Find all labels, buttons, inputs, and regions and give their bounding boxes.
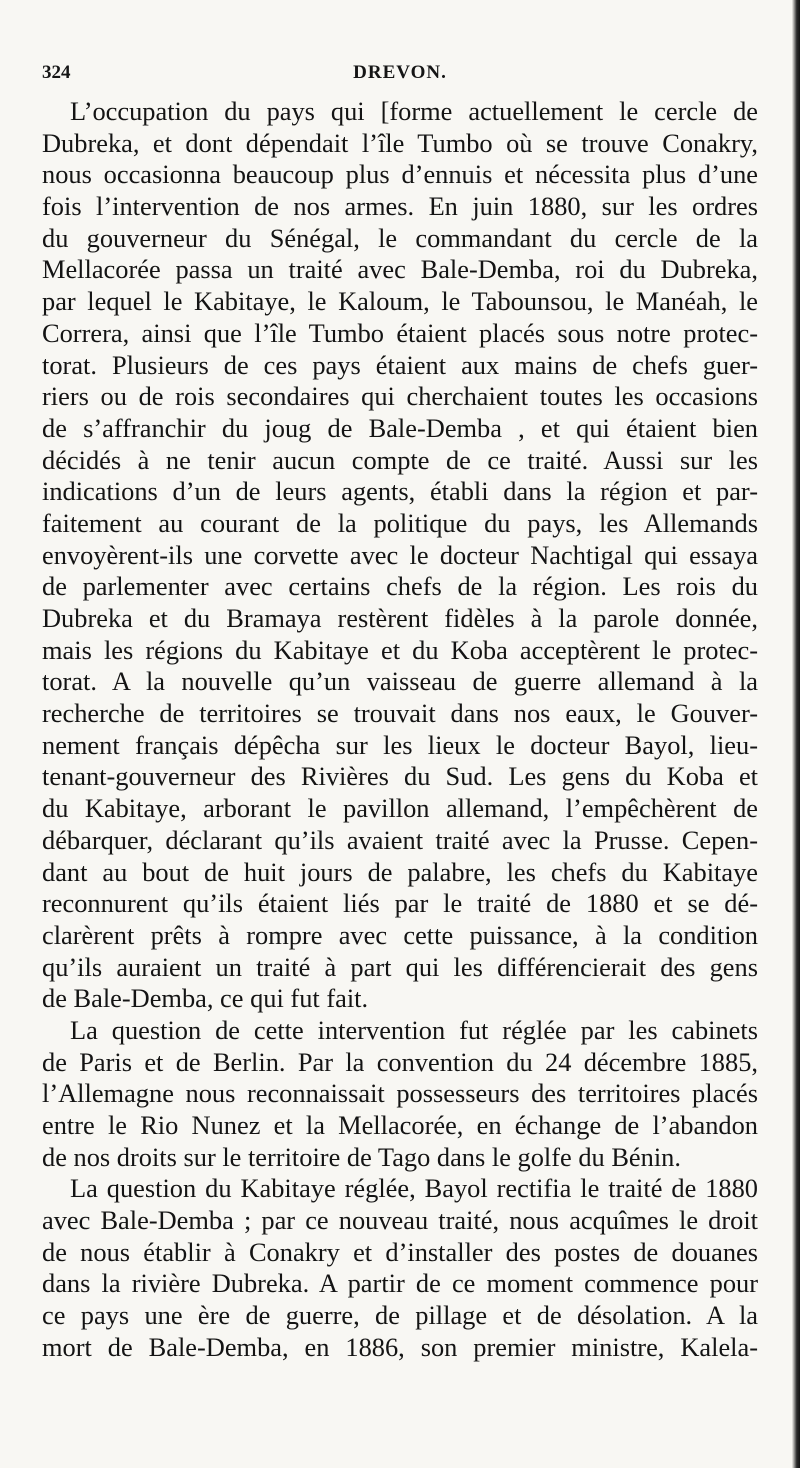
text-line: Mellacorée passa un traité avec Bale-Demba, roi du Dubreka, <box>42 254 758 285</box>
text-line: de s’affranchir du joug de Bale-Demba , et qui étaient bien <box>42 412 758 443</box>
text-line: l’Allemagne nous reconnaissait possesseurs des territoires placés <box>42 1078 758 1109</box>
text-line: dant au bout de huit jours de palabre, les chefs du Kabitaye <box>42 856 758 887</box>
text-line: du gouverneur du Sénégal, le commandant du cercle de la <box>42 222 758 253</box>
text-line: ce pays une ère de guerre, de pillage et de désolation. A la <box>42 1300 758 1331</box>
text-line: dans la rivière Dubreka. A partir de ce moment commence pour <box>42 1268 758 1299</box>
body-text <box>42 96 758 1364</box>
text-line: de Paris et de Berlin. Par la convention du 24 décembre 1885, <box>42 1046 758 1077</box>
text-line: L’occupation du pays qui [forme actuellement le cercle de <box>70 96 758 126</box>
text-line: clarèrent prêts à rompre avec cette puissance, à la condition <box>42 919 758 950</box>
text-line: de nous établir à Conakry et d’installer des postes de douanes <box>42 1236 758 1267</box>
text-line: mort de Bale-Demba, en 1886, son premier ministre, Kalela- <box>42 1331 758 1362</box>
text-line: torat. Plusieurs de ces pays étaient aux mains de chefs guer- <box>42 349 758 380</box>
page-header <box>42 62 758 90</box>
text-line: faitement au courant de la politique du pays, les Allemands <box>42 507 758 538</box>
text-line: envoyèrent-ils une corvette avec le docteur Nachtigal qui essaya <box>42 539 758 570</box>
text-line: Correra, ainsi que l’île Tumbo étaient placés sous notre protec- <box>42 317 758 348</box>
text-line: du Kabitaye, arborant le pavillon allemand, l’empêchèrent de <box>42 793 758 824</box>
page-number: 324 <box>42 62 71 83</box>
text-line: par lequel le Kabitaye, le Kaloum, le Tabounsou, le Manéah, le <box>42 286 758 317</box>
scan-edge <box>792 0 800 1468</box>
text-line: Dubreka, et dont dépendait l’île Tumbo où se trouve Conakry, <box>42 127 758 158</box>
text-line: La question de cette intervention fut réglée par les cabinets <box>70 1014 758 1045</box>
text-line: La question du Kabitaye réglée, Bayol rectifia le traité de 1880 <box>70 1173 758 1204</box>
text-line: de parlementer avec certains chefs de la région. Les rois du <box>42 571 758 602</box>
text-line: riers ou de rois secondaires qui cherchaient toutes les occasions <box>42 381 758 412</box>
text-line: tenant-gouverneur des Rivières du Sud. Les gens du Koba et <box>42 761 758 792</box>
text-line: décidés à ne tenir aucun compte de ce traité. Aussi sur les <box>42 444 758 475</box>
text-line: nous occasionna beaucoup plus d’ennuis et nécessita plus d’une <box>42 159 758 190</box>
text-line: mais les régions du Kabitaye et du Koba acceptèrent le protec- <box>42 634 758 665</box>
text-line: Dubreka et du Bramaya restèrent fidèles à la parole donnée, <box>42 603 758 633</box>
text-line: débarquer, déclarant qu’ils avaient traité avec la Prusse. Cepen- <box>42 824 758 855</box>
text-line: indications d’un de leurs agents, établi dans la région et par- <box>42 476 758 507</box>
text-line: reconnurent qu’ils étaient liés par le traité de 1880 et se dé- <box>42 888 758 919</box>
text-line: fois l’intervention de nos armes. En juin 1880, sur les ordres <box>42 191 758 222</box>
text-line: nement français dépêcha sur les lieux le docteur Bayol, lieu- <box>42 729 758 760</box>
text-line: de nos droits sur le territoire de Tago dans le golfe du Bénin. <box>42 1141 681 1172</box>
text-line: recherche de territoires se trouvait dans nos eaux, le Gouver- <box>42 698 758 729</box>
text-line: avec Bale-Demba ; par ce nouveau traité, nous acquîmes le droit <box>42 1205 758 1236</box>
text-line: entre le Rio Nunez et la Mellacorée, en échange de l’abandon <box>42 1110 758 1140</box>
text-line: torat. A la nouvelle qu’un vaisseau de guerre allemand à la <box>42 666 758 697</box>
running-head: DREVON. <box>353 62 447 83</box>
text-line: de Bale-Demba, ce qui fut fait. <box>42 983 369 1014</box>
text-line: qu’ils auraient un traité à part qui les différencierait des gens <box>42 951 758 982</box>
